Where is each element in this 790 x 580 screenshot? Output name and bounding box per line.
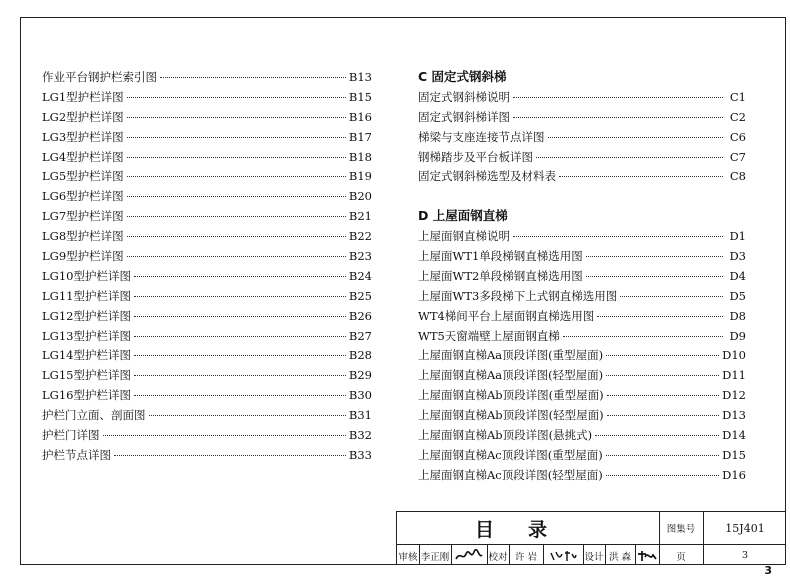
index-entry [42,328,372,348]
index-entry [42,367,372,387]
left-index-column [42,69,372,467]
index-entry [42,208,372,228]
entry-title: LG15型护栏详图 [42,368,131,383]
entry-page-code: B30 [348,388,372,403]
index-entry [42,89,372,109]
entry-page-code: D15 [722,447,746,462]
index-entry [418,248,746,268]
dot-leader [595,435,719,436]
index-entry [42,308,372,328]
dot-leader [134,276,346,277]
entry-title: LG3型护栏详图 [42,129,124,144]
page-label: 页 [676,551,686,563]
entry-page-code: D4 [729,268,746,283]
entry-title: 固定式钢斜梯说明 [418,89,510,104]
index-entry [42,268,372,288]
atlas-number: 15J401 [725,521,765,535]
dot-leader [597,316,723,317]
entry-page-code: B33 [348,447,372,462]
entry-title: LG9型护栏详图 [42,249,124,264]
entry-title: 上屋面钢直梯Ab顶段详图(重型屋面) [418,388,604,403]
review-label: 审核 [398,551,418,563]
title-block [396,511,786,565]
dot-leader [127,157,346,158]
entry-page-code: B23 [348,249,372,264]
index-entry [42,129,372,149]
design-label: 设计 [584,551,604,563]
dot-leader [606,355,719,356]
entry-title: LG13型护栏详图 [42,328,131,343]
entry-title: LG5型护栏详图 [42,169,124,184]
checker-signature [543,545,583,566]
entry-page-code: C1 [729,89,746,104]
entry-title: LG14型护栏详图 [42,348,131,363]
index-entry [42,427,372,447]
entry-page-code: D16 [722,467,746,482]
section-c-list [418,89,746,188]
index-entry [418,367,746,387]
dot-leader [134,375,346,376]
entry-page-code: D1 [729,229,746,244]
index-entry [418,328,746,348]
entry-title: LG2型护栏详图 [42,109,124,124]
entry-page-code: D12 [722,388,746,403]
entry-page-code: B15 [348,89,372,104]
entry-title: 作业平台钢护栏索引图 [42,70,157,84]
entry-page-code: B28 [348,348,372,363]
index-entry [42,447,372,467]
dot-leader [606,475,719,476]
reviewer-signature [451,545,487,566]
dot-leader [134,316,346,317]
entry-title: 固定式钢斜梯详图 [418,109,510,124]
dot-leader [160,77,346,78]
entry-title: LG12型护栏详图 [42,308,131,323]
index-entry [418,347,746,367]
entry-page-code: B17 [348,129,372,144]
dot-leader [134,296,346,297]
dot-leader [586,256,723,257]
entry-page-code: C7 [729,149,746,164]
index-entry [42,149,372,169]
entry-page-code: D14 [722,428,746,443]
dot-leader [127,97,346,98]
index-entry [42,387,372,407]
index-entry [418,467,746,487]
dot-leader [149,415,346,416]
entry-page-code: C8 [729,169,746,184]
entry-page-code: B21 [348,209,372,224]
dot-leader [607,415,720,416]
index-entry [42,168,372,188]
entry-title: WT4梯间平台上屋面钢直梯选用图 [418,308,595,323]
entry-title: LG8型护栏详图 [42,229,124,244]
entry-title: LG6型护栏详图 [42,189,124,204]
check-label: 校对 [488,551,508,563]
checker-name: 许 岩 [514,551,538,563]
entry-page-code: D10 [722,348,746,363]
entry-title: 上屋面钢直梯Aa顶段详图(轻型屋面) [418,368,604,383]
section-d-list [418,228,746,487]
dot-leader [114,455,346,456]
right-index-column [418,69,746,487]
index-entry [418,387,746,407]
entry-title: 上屋面WT1单段梯钢直梯选用图 [418,249,583,264]
entry-title: LG7型护栏详图 [42,209,124,224]
entry-page-code: B29 [348,368,372,383]
entry-title: 上屋面WT2单段梯钢直梯选用图 [418,268,583,283]
dot-leader [586,276,723,277]
index-entry [42,347,372,367]
entry-page-code: C2 [729,109,746,124]
title-block-page-number: 3 [741,550,749,561]
entry-page-code: B18 [348,149,372,164]
dot-leader [127,236,346,237]
index-entry [42,407,372,427]
entry-page-code: C6 [729,129,746,144]
dot-leader [127,196,346,197]
entry-title: LG10型护栏详图 [42,268,131,283]
entry-title: 护栏门立面、剖面图 [42,408,146,423]
dot-leader [548,137,724,138]
index-entry [418,268,746,288]
entry-title: 上屋面钢直梯Ac顶段详图(重型屋面) [418,447,603,462]
atlas-number-label: 图集号 [666,524,696,535]
entry-title: 固定式钢斜梯选型及材料表 [418,169,556,184]
entry-page-code: D13 [722,408,746,423]
index-entry [418,109,746,129]
dot-leader [536,157,723,158]
index-entry [42,188,372,208]
entry-title: 上屋面WT3多段梯下上式钢直梯选用图 [418,288,618,303]
dot-leader [103,435,346,436]
entry-title: WT5天窗端壁上屋面钢直梯 [418,328,560,343]
entry-page-code: B24 [348,268,372,283]
dot-leader [134,355,346,356]
dot-leader [513,97,723,98]
entry-page-code: B26 [348,308,372,323]
entry-page-code: B19 [348,169,372,184]
index-entry [418,407,746,427]
entry-page-code: B16 [348,109,372,124]
dot-leader [559,176,723,177]
corner-page-number: 3 [764,564,772,577]
index-entry [418,427,746,447]
dot-leader [606,455,719,456]
dot-leader [606,375,719,376]
index-entry [418,288,746,308]
entry-page-code: D9 [729,328,746,343]
dot-leader [127,137,346,138]
entry-page-code: D3 [729,249,746,264]
document-title: 目录 [474,518,581,541]
entry-page-code: D8 [729,308,746,323]
entry-title: 上屋面钢直梯Ac顶段详图(轻型屋面) [418,467,603,482]
dot-leader [563,336,723,337]
entry-page-code: B25 [348,288,372,303]
dot-leader [513,117,723,118]
entry-page-code: D11 [722,368,746,383]
entry-title: 上屋面钢直梯说明 [418,229,510,244]
index-entry [42,288,372,308]
section-c-heading: C 固定式钢斜梯 [418,69,507,84]
entry-page-code: B20 [348,189,372,204]
entry-title: 钢梯踏步及平台板详图 [418,149,533,164]
index-entry [418,308,746,328]
entry-title: 上屋面钢直梯Ab顶段详图(轻型屋面) [418,408,604,423]
dot-leader [127,117,346,118]
index-entry [42,109,372,129]
entry-title: 护栏节点详图 [42,447,111,462]
dot-leader [134,395,346,396]
dot-leader [607,395,720,396]
entry-title: 上屋面钢直梯Ab顶段详图(悬挑式) [418,428,593,443]
index-entry [418,89,746,109]
index-entry [418,149,746,169]
entry-page-code: B27 [348,328,372,343]
index-entry [418,168,746,188]
dot-leader [513,236,723,237]
entry-title: 梯梁与支座连接节点详图 [418,129,545,144]
entry-page-code: B22 [348,229,372,244]
designer-signature [635,545,659,566]
entry-title: 护栏门详图 [42,428,100,443]
entry-title: LG11型护栏详图 [42,288,131,303]
section-d-heading: D 上屋面钢直梯 [418,208,508,224]
index-entry [418,129,746,149]
entry-title: LG4型护栏详图 [42,149,124,164]
entry-title: LG16型护栏详图 [42,388,131,403]
entry-page-code: B31 [348,408,372,423]
entry-title: 上屋面钢直梯Aa顶段详图(重型屋面) [418,348,604,363]
index-entry [42,248,372,268]
dot-leader [620,296,723,297]
dot-leader [134,336,346,337]
dot-leader [127,216,346,217]
index-entry [418,228,746,248]
entry-page-code: D5 [729,288,746,303]
entry-page-code: B13 [348,70,372,84]
index-entry [42,69,372,89]
dot-leader [127,256,346,257]
entry-page-code: B32 [348,428,372,443]
index-entry [418,447,746,467]
dot-leader [127,176,346,177]
index-entry [42,228,372,248]
designer-name: 洪 森 [608,551,632,563]
entry-title: LG1型护栏详图 [42,89,124,104]
reviewer-name: 李正刚 [420,551,450,563]
